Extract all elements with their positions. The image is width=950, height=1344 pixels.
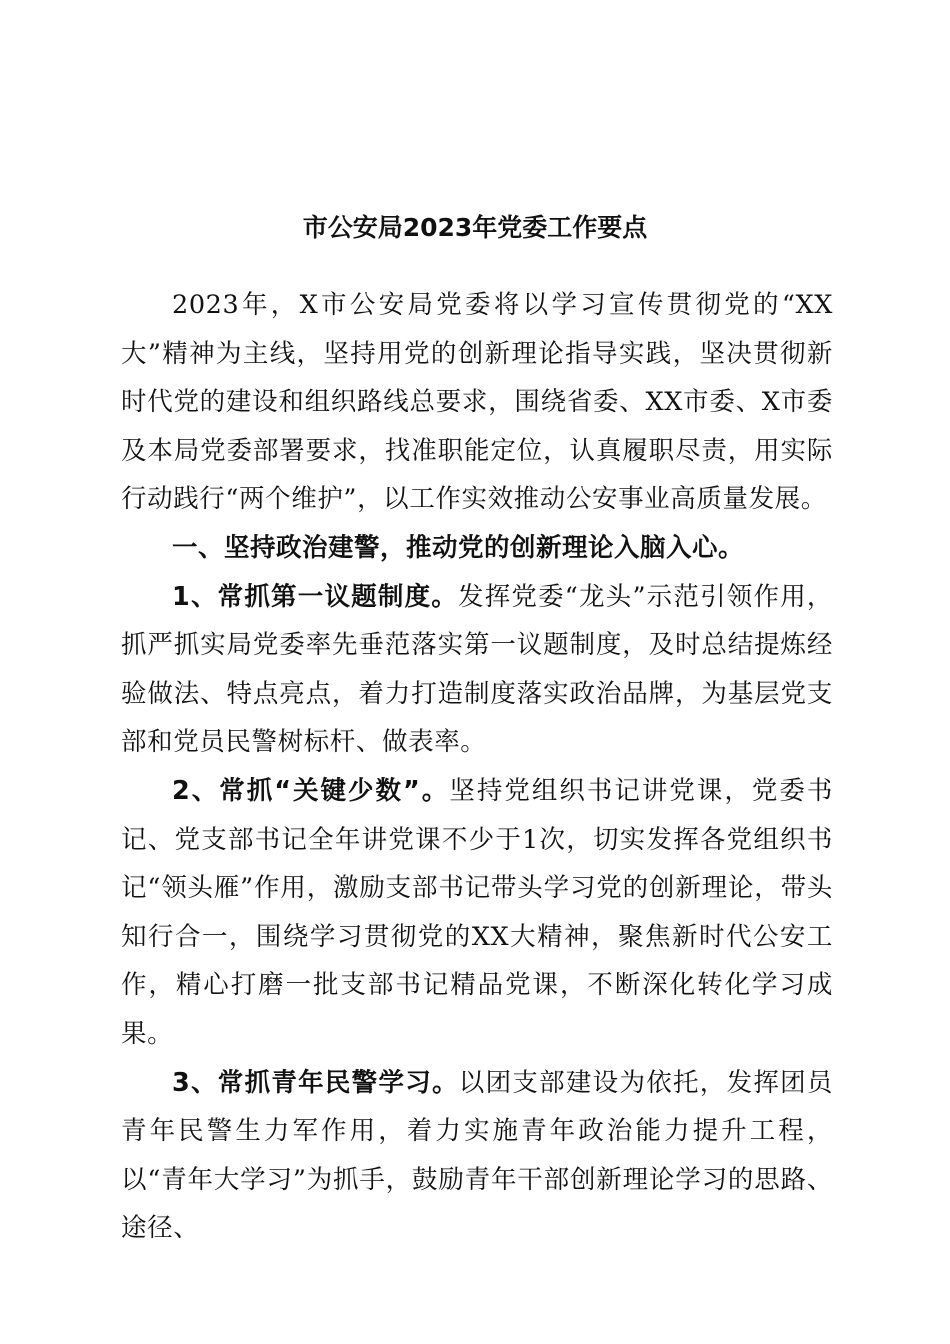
document-body — [121, 281, 833, 1253]
item-lead-1: 1、常抓第一议题制度。 — [172, 581, 458, 612]
item-text-2: 坚持党组织书记讲党课，党委书记、党支部书记全年讲党课不少于1次，切实发挥各党组织书记“领头雁”作用，激励支部书记带头学习党的创新理论，带头知行合一，围绕学习贯彻党的XX大精神，聚焦新时代公安工作，精心打磨一批支部书记精品党课，不断深化转化学习成果。 — [121, 775, 833, 1049]
item-lead-3: 3、常抓青年民警学习。 — [172, 1067, 459, 1098]
section-heading: 一、坚持政治建警，推动党的创新理论入脑入心。 — [172, 532, 745, 563]
item-text-3: 以团支部建设为依托，发挥团员青年民警生力军作用，着力实施青年政治能力提升工程，以“青年大学习”为抓手，鼓励青年干部创新理论学习的思路、途径、 — [121, 1067, 833, 1244]
item-text-1: 发挥党委“龙头”示范引领作用，抓严抓实局党委率先垂范落实第一议题制度，及时总结提炼经验做法、特点亮点，着力打造制度落实政治品牌，为基层党支部和党员民警树标杆、做表率。 — [121, 581, 834, 758]
item-lead-2: 2、常抓“关键少数”。 — [172, 775, 450, 806]
intro-paragraph: 2023年，X市公安局党委将以学习宣传贯彻党的“XX大”精神为主线，坚持用党的创新理论指导实践，坚决贯彻新时代党的建设和组织路线总要求，围绕省委、XX市委、X市委及本局党委部署要求，找准职能定位，认真履职尽责，用实际行动践行“两个维护”，以工作实效推动公安事业高质量发展。 — [121, 290, 833, 515]
item-paragraph-1 — [121, 573, 833, 767]
document-title: 市公安局2023年党委工作要点 — [302, 213, 648, 242]
item-paragraph-2 — [121, 767, 833, 1059]
item-paragraph-3 — [121, 1059, 833, 1253]
